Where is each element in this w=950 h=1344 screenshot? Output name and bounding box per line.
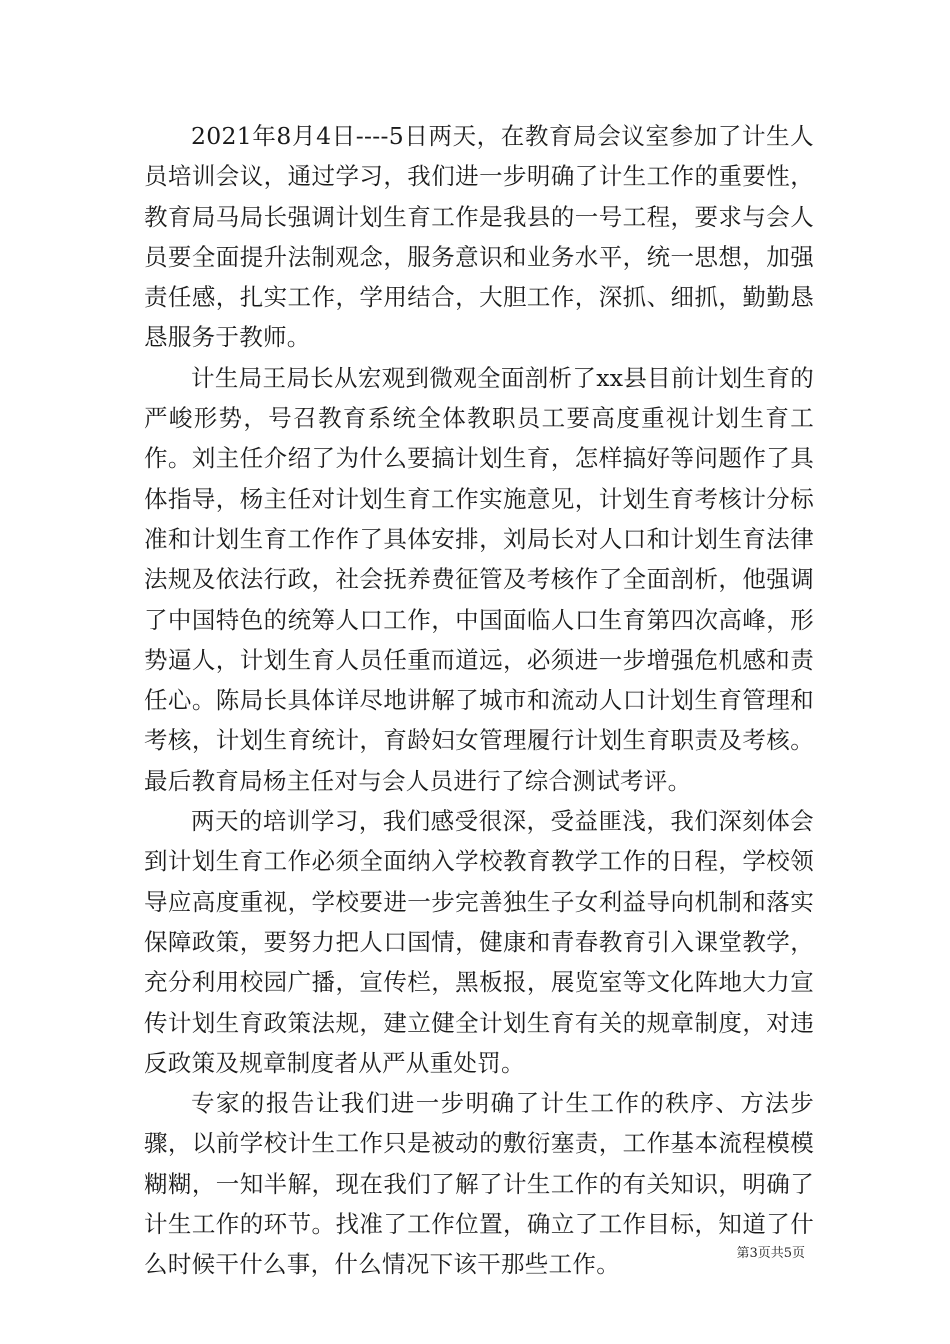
paragraph-2: 计生局王局长从宏观到微观全面剖析了xx县目前计划生育的严峻形势，号召教育系统全体教职员工要高度重视计划生育工作。刘主任介绍了为什么要搞计划生育，怎样搞好等问题作了具体指导，杨主任对计划生育工作实施意见，计划生育考核计分标准和计划生育工作作了具体安排，刘局长对人口和计划生育法律法规及依法行政，社会抚养费征管及考核作了全面剖析，他强调了中国特色的统筹人口工作，中国面临人口生育第四次高峰，形势逼人，计划生育人员任重而道远，必须进一步增强危机感和责任心。陈局长具体详尽地讲解了城市和流动人口计划生育管理和考核，计划生育统计，育龄妇女管理履行计划生育职责及考核。最后教育局杨主任对与会人员进行了综合测试考评。 [144,363,814,795]
paragraph-1: 2021年8月4日----5日两天，在教育局会议室参加了计生人员培训会议，通过学习，我们进一步明确了计生工作的重要性，教育局马局长强调计划生育工作是我县的一号工程，要求与会人员要全面提升法制观念，服务意识和业务水平，统一思想，加强责任感，扎实工作，学用结合，大胆工作，深抓、细抓，勤勤恳恳服务于教师。 [144,122,814,352]
page-number-footer: 第3页共5页 [736,1246,805,1261]
paragraph-3: 两天的培训学习，我们感受很深，受益匪浅，我们深刻体会到计划生育工作必须全面纳入学校教育教学工作的日程，学校领导应高度重视，学校要进一步完善独生子女利益导向机制和落实保障政策，要努力把人口国情，健康和青春教育引入课堂教学，充分利用校园广播，宣传栏，黑板报，展览室等文化阵地大力宣传计划生育政策法规，建立健全计划生育有关的规章制度，对违反政策及规章制度者从严从重处罚。 [144,807,814,1077]
paragraph-4: 专家的报告让我们进一步明确了计生工作的秩序、方法步骤，以前学校计生工作只是被动的敷衍塞责，工作基本流程模模糊糊，一知半解，现在我们了解了计生工作的有关知识，明确了计生工作的环节。找准了工作位置，确立了工作目标，知道了什么时候干什么事，什么情况下该干那些工作。 [144,1089,814,1279]
document-body [144,116,814,1285]
